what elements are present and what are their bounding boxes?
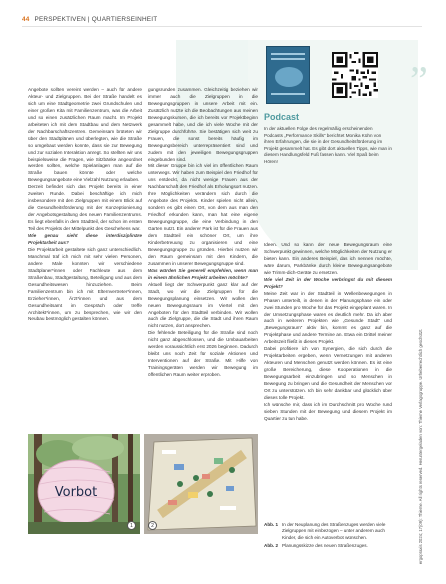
- figure-captions: [264, 522, 394, 551]
- paragraph: Derzeit befindet sich das Projekt bereits in einer zweiten Runde. Dabei beschäftige ich mich insbesondere mit den Zielgruppen mit einem Blick auf die Gesundheitsförderung mit der Konzeptionierung der Angebotsgestaltung des neuen Familienzentrums. Es liegt ebenfalls in dem Stadtteil, der schon im ersten Teil des Projekts der Mittelpunkt des Geschehens war.: [28, 184, 142, 232]
- podcast-description: In der aktuellen Folge des regelmäßig erscheinenden Podcasts „Performance Skills“ berichtet Monika Kühn von ihren Erfahrungen, die sie in der Gesundheitsförderung im Projekt gesammelt hat. Es gibt dort aktuellen Tipps, wie man in diesem Handlungsfeld Fuß fassen kann. Viel Spaß beim Hören!: [264, 126, 392, 164]
- text-column-2: [148, 87, 258, 379]
- paragraph: Angebote sollten vereint werden – auch für andere Akteur- und Zielgruppen. Bei der Straße handelt es sich um eine Stadtgeometrie zwei Grundschulen und einer großen Kita mit Familienzentrum, was die Arbeit und so einen zusätzlichen Raum macht. Im Projekt arbeiteten ich mit dem Stadtbau und dem Netzwerk der Nachbarschaftszentren. Gemeinsam brüteten wir über den Stadtplänen und überlegten, wie die Straße so umgebaut werden konnte, dass sie zur Bewegung und zur sozialen Interaktion anregt. So stellten wir uns beispielsweise die Fragen, wie Sitzbänke angeordnet werden sollten, welche Spielanlagen man auf die Straße bauen könnte oder welche Bewegungsangebote eine Vielzahl Nutzung erlauben.: [28, 87, 142, 183]
- podcast-title: Podcast: [264, 112, 300, 122]
- text-column-1: [28, 87, 142, 323]
- podcast-media: [264, 42, 392, 108]
- header-divider: [22, 26, 422, 27]
- podcast-cover-image[interactable]: [266, 46, 310, 104]
- caption-label: Abb. 1: [264, 522, 279, 527]
- podcast-sidebar: [264, 42, 392, 165]
- text-column-3: [264, 242, 392, 423]
- page-header: [22, 16, 157, 23]
- sign-handwriting: Vorbot: [54, 485, 98, 500]
- qr-code-icon[interactable]: [332, 52, 378, 98]
- figure-number-badge: 2: [148, 521, 157, 530]
- paragraph: Aktuell liegt der Schwerpunkt ganz klar auf der Stadt, wo wir die Zielgruppen für die Bewegungsplanung einsetzen. Wir wollen den neuen Bewegungsraum im Viertel mit den Angeboten für den Stadtteil verbinden. Wir wollen auch die Zielgruppe, die die Stadt und ihren Raum nicht nutzen, dort ansprechen.: [148, 281, 258, 329]
- paragraph: gungsrunden zusammen. Gleichzeitig beziehen wir immer auch die Zielgruppen in die Bewegungsgruppen in unsere Arbeit mit ein. Zusätzlich nutzte ich die Beobachtungen aus meinen Bewegungskursen, die ich bereits vor Projektbeginn gesammelt habe, und die ich viele Woche mit der Zielgruppe durchführte. Sie bestätigen sich weit zu Frauen, die sonst bereits häufig im Bewegungsbereich unterrepräsentiert sind und zudem mit den jeweiligen Bewegungsgruppen eingebunden sind.: [148, 87, 258, 162]
- paragraph: Ich wünsche mir, dass ich im Durchschnitt pro Woche rund sieben Stunden mit der Bewegung und diesem Projekt im Quartier zu tun habe.: [264, 401, 392, 421]
- photo-strip: [28, 434, 258, 534]
- caption-text: Planungsskizze des neuen Straßenzuges.: [282, 542, 368, 548]
- page-number: 44: [22, 16, 30, 23]
- photo-forest-sign: [28, 434, 140, 534]
- paragraph: Ideen. Und so kann der neue Bewegungsraum eine Schwerpunkt gewinnen, welche Möglichkeiten der Nutzung er bieten kann. Ein anderes Beispiel, das ich nennen möchte, wäre darum, Parkbänke durch kleine Bewegungsangebote wie Trimm-dich-Geräte zu ersetzen.: [264, 242, 392, 275]
- paragraph: Dabei profitiere ich von Synergien, die sich durch die Projektarbeiten ergeben, wenn Vernetzungen mit anderen Akteuren und Menschen genutzt werden können. Es ist eine große Bereicherung, diese Kooperationen in die Bewegungsarbeit einzubringen und so Menschen in Bewegung zu bringen und die Gesundheit der Menschen vor Ort zu unterstützen. Ich bin sehr dankbar und glücklich über dieses tolle Projekt.: [264, 346, 392, 400]
- interview-question: Wie genau sieht diese interdisziplinäre Projektarbeit aus?: [28, 233, 142, 245]
- figure-number-badge: 1: [127, 521, 136, 530]
- caption: [264, 543, 394, 549]
- paragraph: Die fehlende Beteiligung für die Straße sind noch nicht ganz abgeschlossen, und die Umbauarbeiten werden voraussichtlich erst 2026 beginnen. Dadurch bleibt uns noch Zeit für soziale Aktionen und Interventionen auf der Straße. Mit Hilfe von Trainingsgeräten werden wir Bewegung im öffentlichen Raum weiter erproben.: [148, 330, 258, 378]
- photo-planning-sketch: [144, 434, 258, 534]
- paragraph: Mit dieser Gruppe bin ich viel im öffentlichen Raum unterwegs. Wir haben zum Beispiel den Friedhof für uns entdeckt, da nicht wenige Frauen aus der Nachbarschaft den Friedhof als Erholungsort nutzen. Ihre Möglichkeiten verändern sich durch die Angebote des Projekts. Kinder spielen nicht allein, sondern es gibt einen Ort, von dem aus man den Friedhof erkunden kann, man hat eine eigene Bewegungsgruppe, die eine Verbindung in den Garten nutzt. Ein anderer Park ist für die Frauen aus dem Stadtteil ein schöner Ort, um ihre Kinderbetreuung zu organisieren und eine Bewegungsgruppe zu gründen. Hierbei nutzen wir den Raum gemeinsam mit den Kindern, die zusammen in unserer Bewegungsgruppe sind.: [148, 163, 258, 266]
- copyright-notice: ergopraxis 2024; 17(09): Thieme. All rights reserved. Heruntergeladen von: Thieme Verlagsgruppe. Urheberrechtlich geschützt.: [418, 328, 423, 564]
- forest-sign-image: [28, 434, 140, 534]
- section-title: PERSPEKTIVEN | QUARTIERSEINHEIT: [34, 16, 158, 23]
- caption-label: Abb. 2: [264, 542, 279, 548]
- interview-question: Wie viel Zeit in der Woche verbringst du mit diesem Projekt?: [264, 276, 392, 289]
- caption-text: In der Neuplanung des Straßenzuges werden viele Zielgruppen mit einbezogen – unter anderem auch Kinder, die sich ein Autoverbot wünschen.: [282, 522, 386, 540]
- interview-question: Was würden Sie generell empfehlen, wenn man in einem ähnlichen Projekt arbeiten möchte?: [148, 267, 258, 280]
- planning-sketch-image: [144, 434, 258, 534]
- caption: [264, 522, 394, 541]
- quote-mark-icon: „: [410, 35, 428, 80]
- paragraph: Die Projektarbeit gestaltete sich ganz unterschiedlich. Manchmal traf ich mich mit sehr vielen Personen, andere Male konnten wir verschiedene Stadtplaner*innen oder Fachleute aus dem Straßenbau, Stadtgestaltung, Beteiligung und aus dem Gesundheitswesen hinzuziehen. Beim Familienzentrum bin ich mit Elternvertreter*innen, Erzieher*innen, Ärzt*innen und aus dem Gesundheitsamt im Gespräch oder treffe Architekt*innen, um zu besprechen, wie wir den Neubau bestmöglich gestalten können.: [28, 246, 142, 322]
- paragraph: Meine Zeit war in der Stadtteil in Wellenbewegungen in Phasen unterteilt, in denen in der Planungsphase ein oder zwei Stunden pro Woche für das Projekt eingeplant waren. In der Umsetzungsphase waren es deutlich mehr. Da ich aber auch in weiteren Projekten wie „Gesunde Stadt“ und „Bewegungsraum“ aktiv bin, kommt es ganz auf die Projektphase und andere Termine an. Etwa ein Drittel meiner Arbeitszeit fließt in dieses Projekt.: [264, 290, 392, 345]
